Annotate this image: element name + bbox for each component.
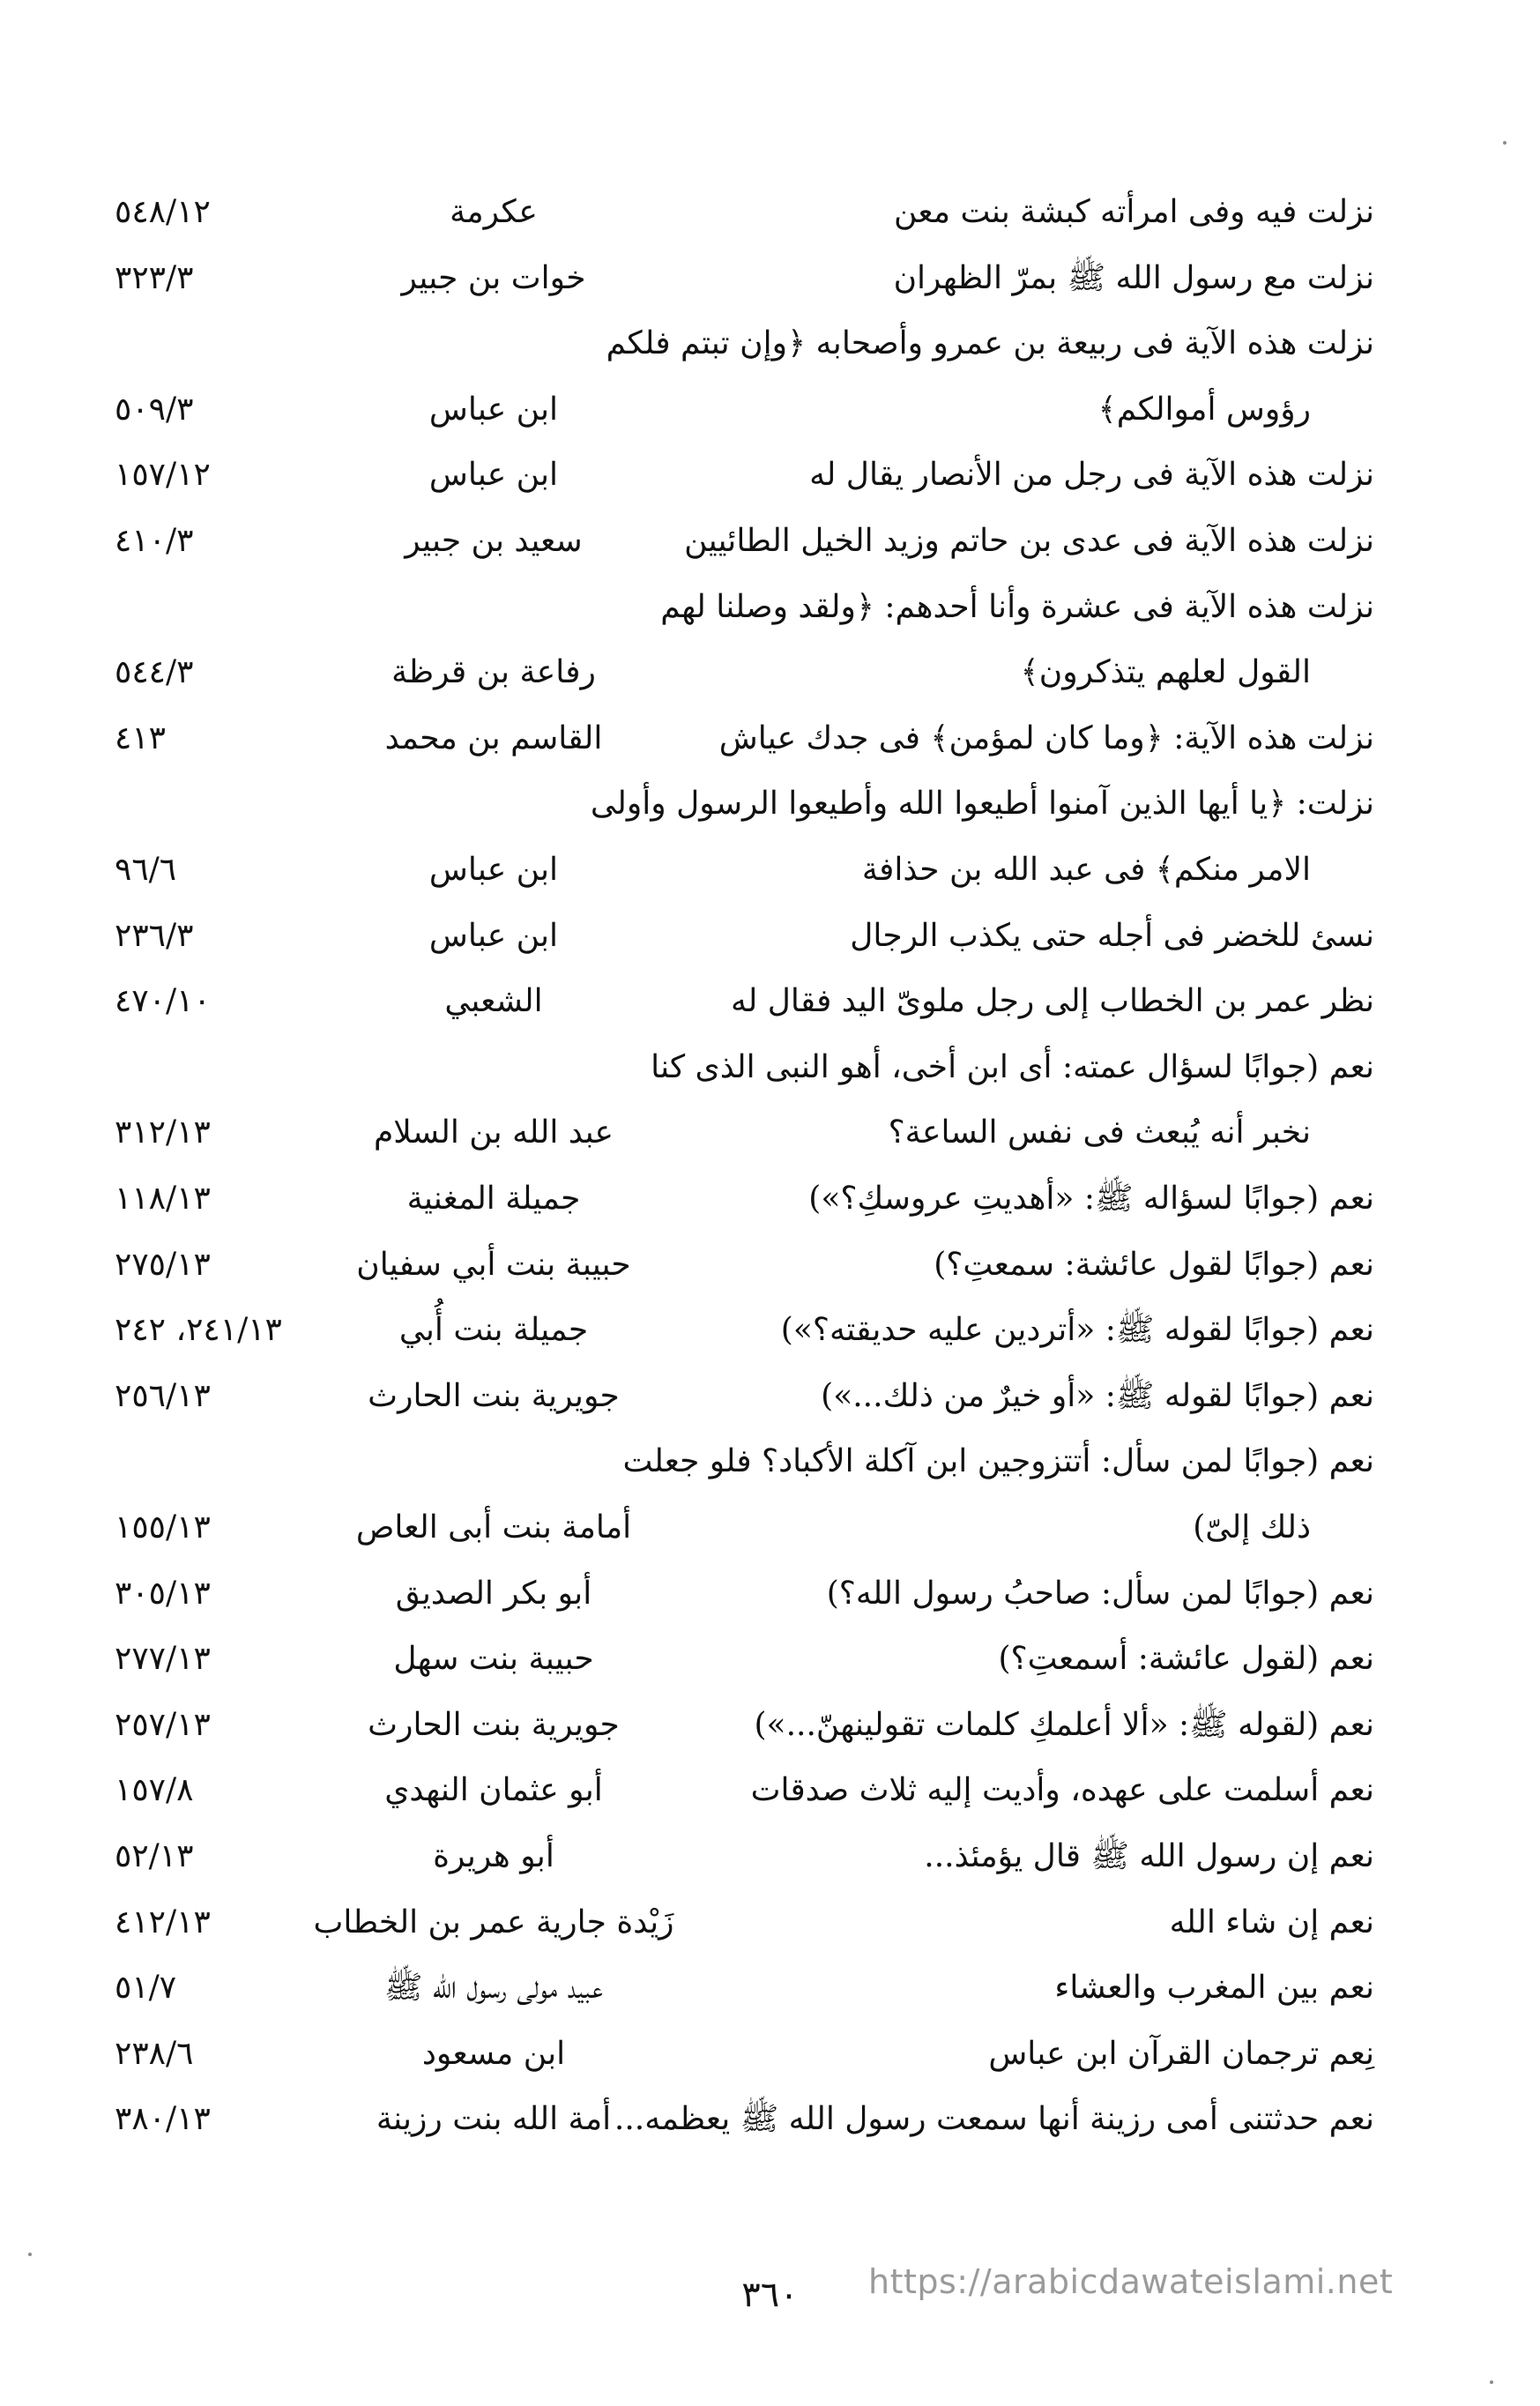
index-row (0, 446, 1540, 504)
entry-reference: ٢٣٨/٦ (115, 2036, 194, 2072)
entry-reference: ٢٧٧/١٣ (115, 1641, 211, 1677)
entry-text: نعم إن رسول الله ﷺ قال يؤمئذ... (924, 1838, 1374, 1874)
entry-text: نعم (جوابًا لمن سأل: صاحبُ رسول الله؟) (826, 1575, 1374, 1612)
scan-speck (28, 2253, 32, 2256)
index-row (0, 2025, 1540, 2083)
entry-narrator: أبو بكر الصديق (395, 1575, 592, 1612)
scan-speck (1490, 2380, 1493, 2384)
entry-narrator: خوات بن جبير (401, 260, 586, 296)
index-row (0, 1499, 1540, 1557)
entry-reference: ٣٨٠/١٣ (115, 2101, 211, 2137)
entry-text: نعم إن شاء الله (1169, 1904, 1374, 1940)
entry-reference: ١٥٥/١٣ (115, 1509, 211, 1546)
entry-narrator: عبد الله بن السلام (373, 1114, 614, 1151)
entry-text: نعم أسلمت على عهده، وأديت إليه ثلاث صدقات (750, 1772, 1374, 1808)
entry-reference: ٣٠٥/١٣ (115, 1575, 211, 1612)
index-row (0, 1762, 1540, 1820)
entry-text: نعم بين المغرب والعشاء (1054, 1970, 1374, 2006)
index-row (0, 1367, 1540, 1426)
watermark-url: https://arabicdawateislami.net (868, 2262, 1394, 2301)
index-row (0, 578, 1540, 637)
entry-text: نعم (لقوله ﷺ: «ألا أعلمكِ كلمات تقولينهنّ...») (754, 1707, 1374, 1743)
entry-text: نعم (جوابًا لقوله ﷺ: «أتردين عليه حديقته؟») (780, 1312, 1374, 1348)
index-row (0, 1039, 1540, 1097)
entry-narrator: ابن عباس (428, 918, 559, 954)
entry-narrator: جويرية بنت الحارث (368, 1707, 620, 1743)
page-number: ٣٦٠ (741, 2275, 799, 2315)
entry-text: نزلت هذه الآية فى عشرة وأنا أحدهم: ﴿ولقد وصلنا لهم (660, 589, 1374, 625)
entry-reference: ١٥٧/٨ (115, 1772, 194, 1808)
entry-narrator: ابن عباس (428, 391, 559, 428)
entry-reference: ٣١٢/١٣ (115, 1114, 211, 1151)
entry-narrator: القاسم بن محمد (384, 720, 603, 756)
entry-reference: ٢٥٦/١٣ (115, 1378, 211, 1414)
index-row (0, 841, 1540, 899)
entry-narrator: حبيبة بنت أبي سفيان (356, 1247, 631, 1283)
entry-narrator: ابن عباس (428, 457, 559, 493)
index-row (0, 1894, 1540, 1952)
index-row (0, 315, 1540, 373)
entry-reference: ٤١٢/١٣ (115, 1904, 211, 1940)
index-row (0, 1565, 1540, 1623)
entry-text: نزلت فيه وفى امرأته كبشة بنت معن (893, 194, 1374, 230)
index-row (0, 1959, 1540, 2017)
index-row (0, 1433, 1540, 1491)
entry-narrator: زَيْدة جارية عمر بن الخطاب (313, 1904, 674, 1940)
index-row (0, 1301, 1540, 1359)
entry-reference: ٢٥٧/١٣ (115, 1707, 211, 1743)
entry-text: القول لعلهم يتذكرون﴾ (1020, 654, 1311, 690)
entry-text: رؤوس أموالكم﴾ (1097, 391, 1311, 428)
entry-reference: ٣٢٣/٣ (115, 260, 194, 296)
entry-text: نظر عمر بن الخطاب إلى رجل ملوىّ اليد فقال له (731, 983, 1374, 1019)
entry-text: نزلت هذه الآية فى رجل من الأنصار يقال له (809, 457, 1374, 493)
entry-text: نخبر أنه يُبعث فى نفس الساعة؟ (888, 1114, 1311, 1151)
index-row (0, 775, 1540, 833)
entry-reference: ٥٤٤/٣ (115, 654, 194, 690)
entry-reference: ٤١٠/٣ (115, 523, 194, 559)
entry-narrator: جميلة بنت أُبي (398, 1312, 589, 1348)
entry-narrator: جميلة المغنية (406, 1181, 581, 1217)
entry-text: نزلت هذه الآية فى ربيعة بن عمرو وأصحابه ﴿وإن تبتم فلكم (606, 325, 1374, 361)
index-row (0, 907, 1540, 965)
index-row (0, 644, 1540, 702)
entry-narrator: أمة الله بنت رزينة (376, 2101, 612, 2137)
entry-reference: ٥٢/١٣ (115, 1838, 194, 1874)
entry-text: نزلت هذه الآية فى عدى بن حاتم وزيد الخيل الطائيين (684, 523, 1374, 559)
entry-text: نعم (جوابًا لمن سأل: أتتزوجين ابن آكلة الأكباد؟ فلو جعلت (622, 1443, 1374, 1479)
entry-narrator: أبو هريرة (433, 1838, 554, 1874)
entry-narrator: جويرية بنت الحارث (368, 1378, 620, 1414)
entry-text: نعم (جوابًا لقوله ﷺ: «أو خيرٌ من ذلك...») (821, 1378, 1374, 1414)
entry-reference: ٤١٣ (115, 720, 167, 756)
entry-text: الامر منكم﴾ فى عبد الله بن حذافة (861, 852, 1311, 888)
entry-text: نعم (لقول عائشة: أسمعتِ؟) (998, 1641, 1374, 1677)
index-row (0, 250, 1540, 308)
scan-speck (1503, 141, 1507, 145)
index-row (0, 710, 1540, 768)
entry-text: نزلت مع رسول الله ﷺ بمرّ الظهران (893, 260, 1374, 296)
entry-reference: ٢٤١/١٣، ٢٤٢ (115, 1312, 282, 1348)
entry-narrator: حبيبة بنت سهل (393, 1641, 594, 1677)
entry-text: نسئ للخضر فى أجله حتى يكذب الرجال (850, 918, 1374, 954)
index-row (0, 183, 1540, 242)
index-row (0, 2090, 1540, 2149)
entry-text: نزلت: ﴿يا أيها الذين آمنوا أطيعوا الله وأطيعوا الرسول وأولى (590, 786, 1374, 822)
entry-narrator: ابن عباس (428, 852, 559, 888)
entry-text: نِعم ترجمان القرآن ابن عباس (988, 2036, 1374, 2072)
entry-reference: ٢٧٥/١٣ (115, 1247, 211, 1283)
index-row (0, 381, 1540, 439)
entry-text: نعم حدثتنى أمى رزينة أنها سمعت رسول الله ﷺ يعظمه... (614, 2101, 1374, 2137)
entry-narrator: سعيد بن جبير (405, 523, 583, 559)
entry-text: نعم (جوابًا لسؤال عمته: أى ابن أخى، أهو النبى الذى كنا (651, 1049, 1374, 1085)
index-row (0, 1236, 1540, 1294)
entry-reference: ٥٤٨/١٢ (115, 194, 211, 230)
entry-reference: ٩٦/٦ (115, 852, 177, 888)
entry-text: نعم (جوابًا لسؤاله ﷺ: «أهديتِ عروسكِ؟») (808, 1181, 1374, 1217)
index-row (0, 1696, 1540, 1754)
entry-narrator: عكرمة (450, 194, 538, 230)
index-row (0, 1104, 1540, 1162)
entry-reference: ١١٨/١٣ (115, 1181, 211, 1217)
index-row (0, 512, 1540, 570)
entry-text: نعم (جوابًا لقول عائشة: سمعتِ؟) (934, 1247, 1374, 1283)
entry-narrator: الشعبي (444, 983, 543, 1019)
index-row (0, 972, 1540, 1031)
entry-narrator: أمامة بنت أبى العاص (355, 1509, 632, 1546)
entry-reference: ٥٠٩/٣ (115, 391, 194, 428)
entry-reference: ١٥٧/١٢ (115, 457, 211, 493)
index-row (0, 1170, 1540, 1228)
index-row (0, 1630, 1540, 1688)
entry-narrator: عبيد مولى رسول الله ﷺ (384, 1970, 603, 2006)
entry-narrator: ابن مسعود (421, 2036, 566, 2072)
entry-text: ذلك إلىّ) (1193, 1509, 1311, 1546)
index-row (0, 1828, 1540, 1886)
entry-reference: ٢٣٦/٣ (115, 918, 194, 954)
entry-narrator: رفاعة بن قرظة (391, 654, 596, 690)
entry-reference: ٤٧٠/١٠ (115, 983, 211, 1019)
entry-text: نزلت هذه الآية: ﴿وما كان لمؤمن﴾ فى جدك عياش (718, 720, 1374, 756)
entry-narrator: أبو عثمان النهدي (384, 1772, 603, 1808)
entry-reference: ٥١/٧ (115, 1970, 177, 2006)
